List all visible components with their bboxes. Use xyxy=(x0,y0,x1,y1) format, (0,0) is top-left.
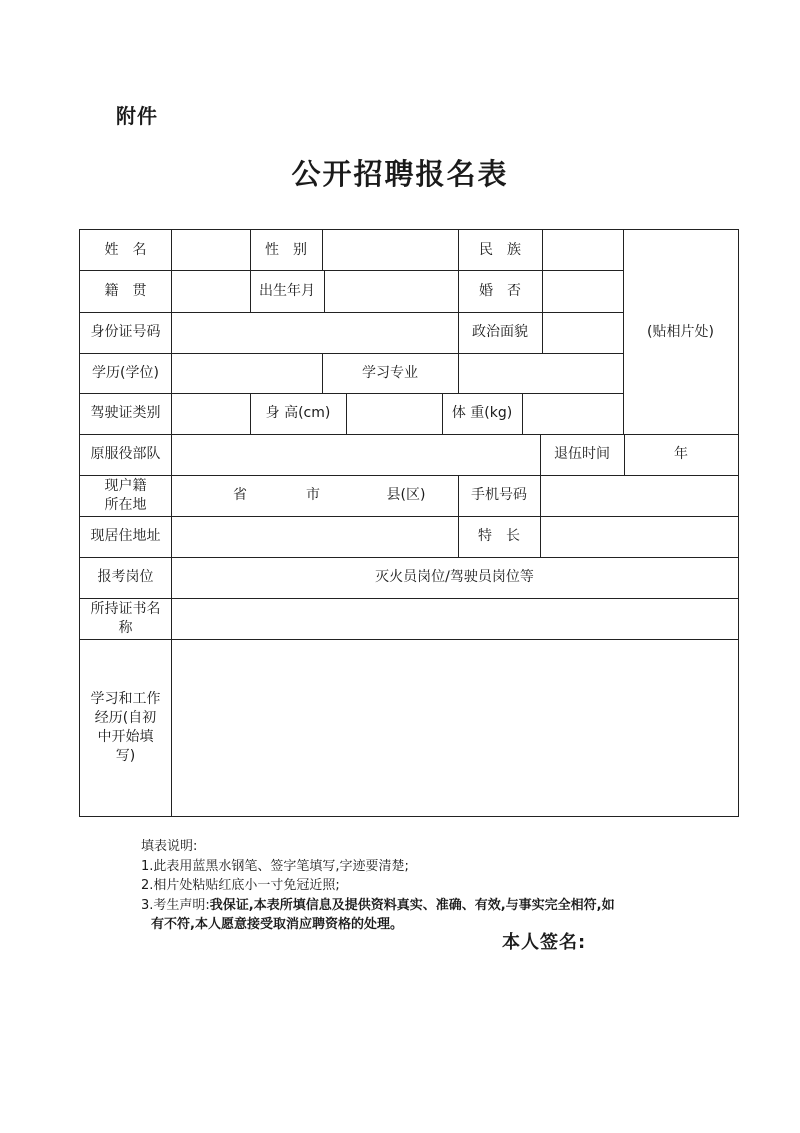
major-label: 学习专业 xyxy=(362,364,418,381)
former-unit-field[interactable] xyxy=(171,434,540,475)
education-field[interactable] xyxy=(171,353,322,393)
phone-field[interactable] xyxy=(540,475,738,516)
notes-item-2: 2.相片处粘贴红底小一寸免冠近照; xyxy=(141,878,340,893)
marital-field[interactable] xyxy=(542,270,623,312)
notes-item-3-text: 我保证,本表所填信息及提供资料真实、准确、有效,与事实完全相符,如 xyxy=(209,897,615,913)
native-place-field[interactable] xyxy=(171,270,250,312)
notes-item-1: 1.此表用蓝黑水钢笔、签字笔填写,字迹要清楚; xyxy=(141,858,409,874)
major-field[interactable] xyxy=(458,353,623,393)
position-label: 报考岗位 xyxy=(97,569,154,585)
page-title: 公开招聘报名表 xyxy=(291,157,509,191)
ethnicity-label: 民 族 xyxy=(479,241,521,258)
notes-item-3-continuation: 有不符,本人愿意接受取消应聘资格的处理。 xyxy=(151,917,403,932)
photo-area[interactable]: (贴相片处) xyxy=(647,323,714,340)
address-label: 现居住地址 xyxy=(90,528,161,544)
license-field[interactable] xyxy=(171,393,250,434)
height-field[interactable] xyxy=(346,393,442,434)
hukou-label: 现户籍 所在地 xyxy=(104,477,147,513)
notes-item-3-prefix: 3.考生声明: xyxy=(141,897,210,913)
discharge-year-field[interactable]: 年 xyxy=(674,446,688,462)
certificate-label: 所持证书名 称 xyxy=(90,600,161,636)
native-place-label: 籍 贯 xyxy=(104,282,147,299)
city-label: 市 xyxy=(306,487,320,503)
political-label: 政治面貌 xyxy=(472,324,528,340)
birth-date-field[interactable] xyxy=(324,270,458,312)
weight-label: 体 重(kg) xyxy=(451,405,513,421)
id-number-field[interactable] xyxy=(171,312,458,353)
former-unit-label: 原服役部队 xyxy=(90,446,161,462)
specialty-label: 特 长 xyxy=(478,528,520,544)
filling-instructions xyxy=(141,837,615,935)
experience-field[interactable] xyxy=(171,639,738,816)
discharge-label: 退伍时间 xyxy=(554,446,610,462)
certificate-field[interactable] xyxy=(171,598,738,639)
weight-field[interactable] xyxy=(522,393,623,434)
height-label: 身 高(cm) xyxy=(265,405,331,421)
name-field[interactable] xyxy=(171,230,250,270)
id-number-label: 身份证号码 xyxy=(90,324,161,340)
education-label: 学历(学位) xyxy=(92,364,159,381)
gender-field[interactable] xyxy=(322,230,458,270)
marital-label: 婚 否 xyxy=(479,282,521,299)
name-label: 姓 名 xyxy=(104,241,147,258)
phone-label: 手机号码 xyxy=(471,487,527,503)
gender-label: 性 别 xyxy=(265,241,307,258)
address-field[interactable] xyxy=(171,516,458,557)
experience-label: 学习和工作 经历(自初 中开始填 写) xyxy=(90,690,161,764)
political-field[interactable] xyxy=(542,312,623,353)
position-field[interactable]: 灭火员岗位/驾驶员岗位等 xyxy=(375,569,534,585)
county-label: 县(区) xyxy=(386,487,426,503)
registration-form-table xyxy=(79,229,739,817)
signature-label: 本人签名: xyxy=(502,932,587,953)
notes-item-3 xyxy=(141,896,615,916)
notes-heading: 填表说明: xyxy=(141,839,198,854)
attachment-label: 附件 xyxy=(116,104,158,128)
specialty-field[interactable] xyxy=(540,516,738,557)
province-label: 省 xyxy=(233,487,247,503)
birth-date-label: 出生年月 xyxy=(259,282,315,299)
license-label: 驾驶证类别 xyxy=(90,405,161,421)
ethnicity-field[interactable] xyxy=(542,230,623,270)
